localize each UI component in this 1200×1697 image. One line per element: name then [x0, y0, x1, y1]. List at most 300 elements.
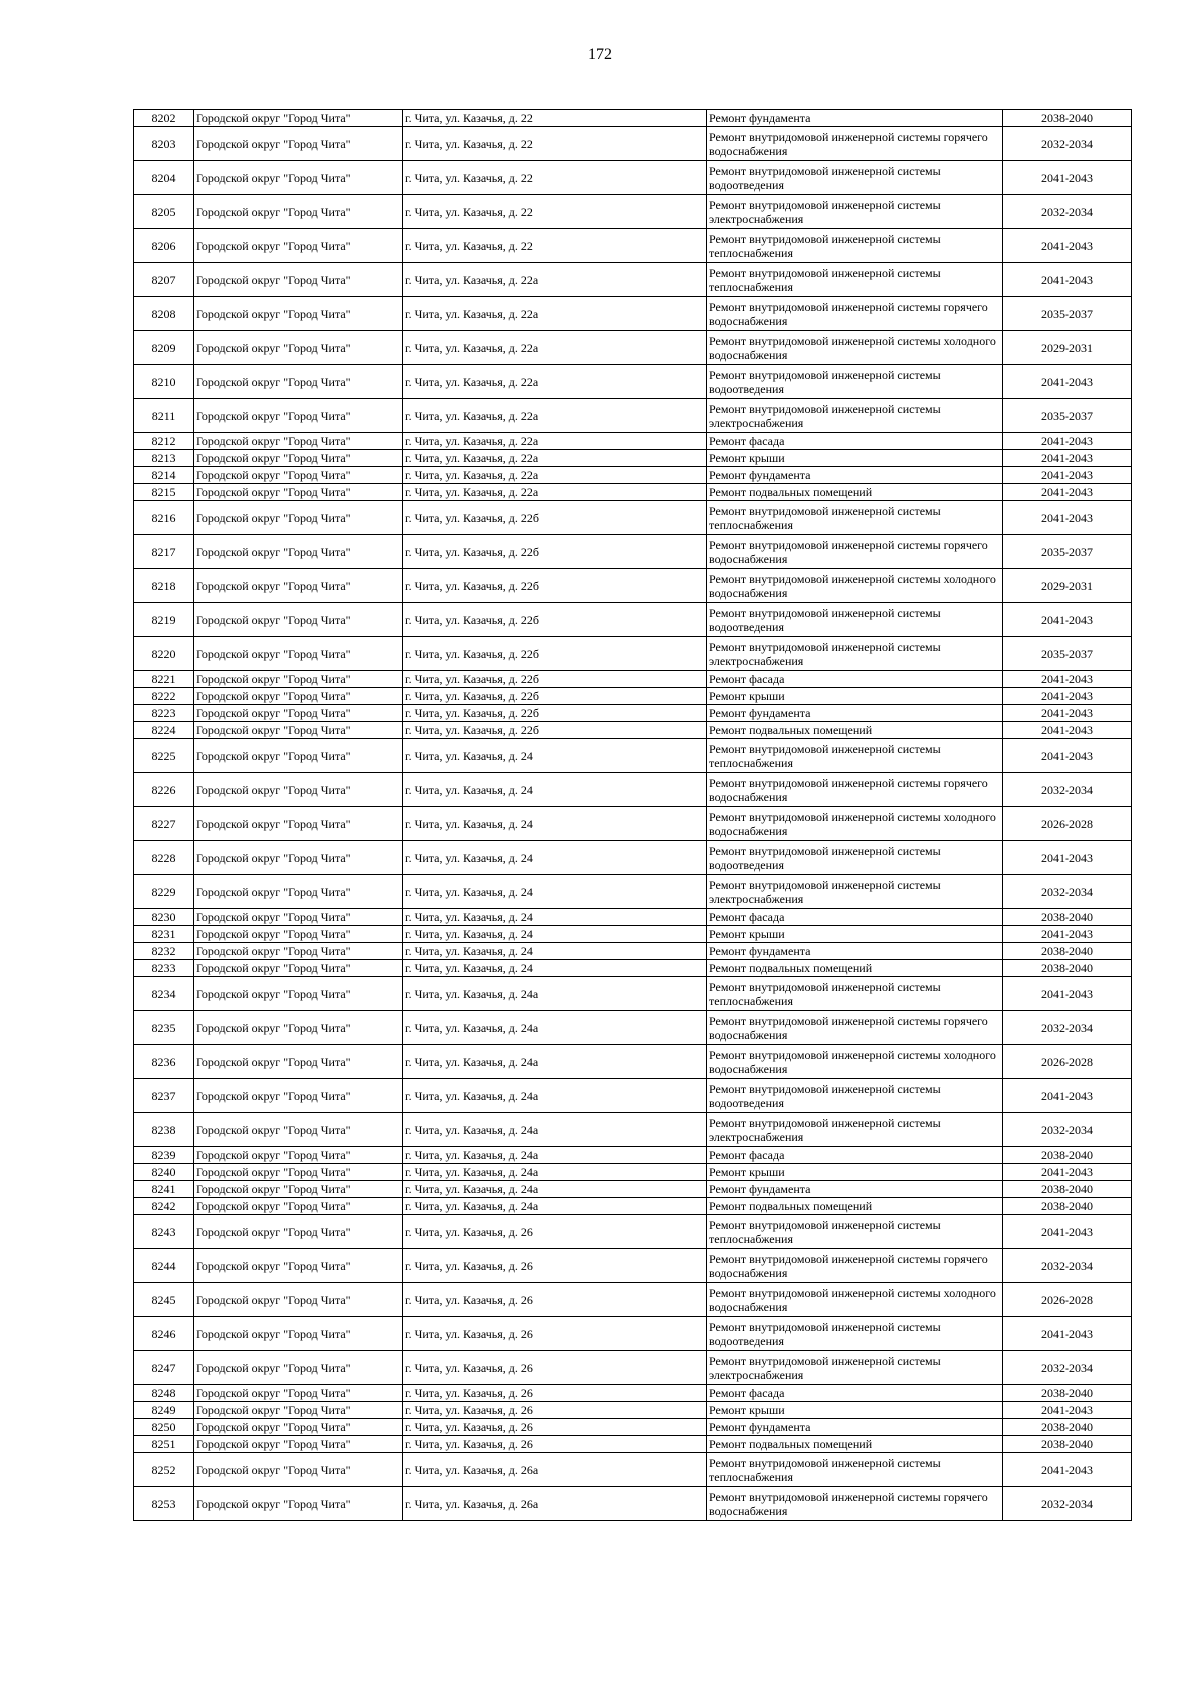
row-number-cell: 8215	[134, 484, 194, 501]
row-number-cell: 8208	[134, 297, 194, 331]
period-cell: 2026-2028	[1003, 1045, 1132, 1079]
period-cell: 2038-2040	[1003, 1181, 1132, 1198]
table-row	[134, 1113, 1132, 1147]
table-row	[134, 807, 1132, 841]
table-row	[134, 926, 1132, 943]
row-number-cell: 8209	[134, 331, 194, 365]
period-cell: 2035-2037	[1003, 637, 1132, 671]
municipality-cell: Городской округ "Город Чита"	[194, 688, 403, 705]
row-number-cell: 8205	[134, 195, 194, 229]
table-row	[134, 127, 1132, 161]
table-row	[134, 365, 1132, 399]
work-type-cell: Ремонт внутридомовой инженерной системы теплоснабжения	[707, 229, 1003, 263]
address-cell: г. Чита, ул. Казачья, д. 22б	[403, 671, 707, 688]
municipality-cell: Городской округ "Город Чита"	[194, 807, 403, 841]
table-row	[134, 161, 1132, 195]
work-type-cell: Ремонт подвальных помещений	[707, 1436, 1003, 1453]
period-cell: 2041-2043	[1003, 1402, 1132, 1419]
municipality-cell: Городской округ "Город Чита"	[194, 1283, 403, 1317]
row-number-cell: 8247	[134, 1351, 194, 1385]
row-number-cell: 8237	[134, 1079, 194, 1113]
work-type-cell: Ремонт внутридомовой инженерной системы электроснабжения	[707, 1351, 1003, 1385]
table-row	[134, 773, 1132, 807]
period-cell: 2032-2034	[1003, 773, 1132, 807]
period-cell: 2041-2043	[1003, 671, 1132, 688]
period-cell: 2041-2043	[1003, 501, 1132, 535]
table-row	[134, 637, 1132, 671]
work-type-cell: Ремонт внутридомовой инженерной системы холодного водоснабжения	[707, 1283, 1003, 1317]
row-number-cell: 8239	[134, 1147, 194, 1164]
address-cell: г. Чита, ул. Казачья, д. 22	[403, 110, 707, 127]
table-row	[134, 1011, 1132, 1045]
table-row	[134, 229, 1132, 263]
work-type-cell: Ремонт фасада	[707, 1385, 1003, 1402]
municipality-cell: Городской округ "Город Чита"	[194, 1215, 403, 1249]
row-number-cell: 8222	[134, 688, 194, 705]
row-number-cell: 8226	[134, 773, 194, 807]
row-number-cell: 8233	[134, 960, 194, 977]
table-row	[134, 1045, 1132, 1079]
work-type-cell: Ремонт крыши	[707, 926, 1003, 943]
municipality-cell: Городской округ "Город Чита"	[194, 1147, 403, 1164]
address-cell: г. Чита, ул. Казачья, д. 26а	[403, 1487, 707, 1521]
period-cell: 2035-2037	[1003, 399, 1132, 433]
work-type-cell: Ремонт внутридомовой инженерной системы теплоснабжения	[707, 739, 1003, 773]
table-row	[134, 195, 1132, 229]
work-type-cell: Ремонт внутридомовой инженерной системы электроснабжения	[707, 399, 1003, 433]
row-number-cell: 8245	[134, 1283, 194, 1317]
period-cell: 2038-2040	[1003, 1198, 1132, 1215]
address-cell: г. Чита, ул. Казачья, д. 24	[403, 943, 707, 960]
work-type-cell: Ремонт внутридомовой инженерной системы холодного водоснабжения	[707, 569, 1003, 603]
table-row	[134, 671, 1132, 688]
work-type-cell: Ремонт внутридомовой инженерной системы теплоснабжения	[707, 1215, 1003, 1249]
work-type-cell: Ремонт внутридомовой инженерной системы теплоснабжения	[707, 501, 1003, 535]
municipality-cell: Городской округ "Город Чита"	[194, 909, 403, 926]
period-cell: 2041-2043	[1003, 467, 1132, 484]
period-cell: 2041-2043	[1003, 433, 1132, 450]
municipality-cell: Городской округ "Город Чита"	[194, 467, 403, 484]
work-type-cell: Ремонт внутридомовой инженерной системы водоотведения	[707, 365, 1003, 399]
period-cell: 2041-2043	[1003, 161, 1132, 195]
table-row	[134, 501, 1132, 535]
address-cell: г. Чита, ул. Казачья, д. 22а	[403, 399, 707, 433]
row-number-cell: 8251	[134, 1436, 194, 1453]
municipality-cell: Городской округ "Город Чита"	[194, 1385, 403, 1402]
table-row	[134, 1351, 1132, 1385]
period-cell: 2032-2034	[1003, 1351, 1132, 1385]
address-cell: г. Чита, ул. Казачья, д. 22б	[403, 722, 707, 739]
table-row	[134, 909, 1132, 926]
period-cell: 2041-2043	[1003, 229, 1132, 263]
municipality-cell: Городской округ "Город Чита"	[194, 1164, 403, 1181]
work-type-cell: Ремонт фундамента	[707, 1419, 1003, 1436]
municipality-cell: Городской округ "Город Чита"	[194, 943, 403, 960]
row-number-cell: 8241	[134, 1181, 194, 1198]
address-cell: г. Чита, ул. Казачья, д. 24а	[403, 1164, 707, 1181]
period-cell: 2041-2043	[1003, 1164, 1132, 1181]
period-cell: 2041-2043	[1003, 603, 1132, 637]
municipality-cell: Городской округ "Город Чита"	[194, 297, 403, 331]
municipality-cell: Городской округ "Город Чита"	[194, 875, 403, 909]
period-cell: 2041-2043	[1003, 450, 1132, 467]
row-number-cell: 8252	[134, 1453, 194, 1487]
municipality-cell: Городской округ "Город Чита"	[194, 433, 403, 450]
row-number-cell: 8235	[134, 1011, 194, 1045]
work-type-cell: Ремонт внутридомовой инженерной системы горячего водоснабжения	[707, 535, 1003, 569]
table-row	[134, 433, 1132, 450]
address-cell: г. Чита, ул. Казачья, д. 24а	[403, 977, 707, 1011]
work-type-cell: Ремонт фундамента	[707, 467, 1003, 484]
row-number-cell: 8246	[134, 1317, 194, 1351]
table-row	[134, 1079, 1132, 1113]
address-cell: г. Чита, ул. Казачья, д. 24	[403, 875, 707, 909]
row-number-cell: 8220	[134, 637, 194, 671]
row-number-cell: 8232	[134, 943, 194, 960]
period-cell: 2041-2043	[1003, 841, 1132, 875]
municipality-cell: Городской округ "Город Чита"	[194, 1317, 403, 1351]
municipality-cell: Городской округ "Город Чита"	[194, 569, 403, 603]
address-cell: г. Чита, ул. Казачья, д. 22а	[403, 365, 707, 399]
table-row	[134, 399, 1132, 433]
work-type-cell: Ремонт подвальных помещений	[707, 484, 1003, 501]
work-type-cell: Ремонт крыши	[707, 688, 1003, 705]
municipality-cell: Городской округ "Город Чита"	[194, 501, 403, 535]
row-number-cell: 8223	[134, 705, 194, 722]
table-row	[134, 450, 1132, 467]
municipality-cell: Городской округ "Город Чита"	[194, 229, 403, 263]
table-row	[134, 535, 1132, 569]
address-cell: г. Чита, ул. Казачья, д. 26	[403, 1402, 707, 1419]
row-number-cell: 8214	[134, 467, 194, 484]
period-cell: 2032-2034	[1003, 1113, 1132, 1147]
row-number-cell: 8229	[134, 875, 194, 909]
period-cell: 2041-2043	[1003, 705, 1132, 722]
records-table	[133, 109, 1132, 1521]
period-cell: 2035-2037	[1003, 297, 1132, 331]
row-number-cell: 8225	[134, 739, 194, 773]
address-cell: г. Чита, ул. Казачья, д. 22а	[403, 450, 707, 467]
table-row	[134, 977, 1132, 1011]
period-cell: 2041-2043	[1003, 1079, 1132, 1113]
municipality-cell: Городской округ "Город Чита"	[194, 960, 403, 977]
work-type-cell: Ремонт внутридомовой инженерной системы горячего водоснабжения	[707, 127, 1003, 161]
address-cell: г. Чита, ул. Казачья, д. 26а	[403, 1453, 707, 1487]
municipality-cell: Городской округ "Город Чита"	[194, 1011, 403, 1045]
municipality-cell: Городской округ "Город Чита"	[194, 1436, 403, 1453]
address-cell: г. Чита, ул. Казачья, д. 24	[403, 807, 707, 841]
municipality-cell: Городской округ "Город Чита"	[194, 127, 403, 161]
work-type-cell: Ремонт фасада	[707, 909, 1003, 926]
period-cell: 2026-2028	[1003, 807, 1132, 841]
work-type-cell: Ремонт внутридомовой инженерной системы горячего водоснабжения	[707, 1249, 1003, 1283]
row-number-cell: 8253	[134, 1487, 194, 1521]
work-type-cell: Ремонт внутридомовой инженерной системы горячего водоснабжения	[707, 297, 1003, 331]
period-cell: 2038-2040	[1003, 1385, 1132, 1402]
address-cell: г. Чита, ул. Казачья, д. 26	[403, 1317, 707, 1351]
address-cell: г. Чита, ул. Казачья, д. 24	[403, 841, 707, 875]
municipality-cell: Городской округ "Город Чита"	[194, 773, 403, 807]
address-cell: г. Чита, ул. Казачья, д. 22б	[403, 705, 707, 722]
period-cell: 2029-2031	[1003, 569, 1132, 603]
row-number-cell: 8248	[134, 1385, 194, 1402]
table-row	[134, 722, 1132, 739]
table-row	[134, 1249, 1132, 1283]
work-type-cell: Ремонт внутридомовой инженерной системы водоотведения	[707, 1079, 1003, 1113]
period-cell: 2038-2040	[1003, 1436, 1132, 1453]
municipality-cell: Городской округ "Город Чита"	[194, 1181, 403, 1198]
address-cell: г. Чита, ул. Казачья, д. 22а	[403, 484, 707, 501]
period-cell: 2041-2043	[1003, 1453, 1132, 1487]
row-number-cell: 8250	[134, 1419, 194, 1436]
table-row	[134, 1283, 1132, 1317]
municipality-cell: Городской округ "Город Чита"	[194, 1045, 403, 1079]
row-number-cell: 8236	[134, 1045, 194, 1079]
row-number-cell: 8234	[134, 977, 194, 1011]
table-row	[134, 603, 1132, 637]
address-cell: г. Чита, ул. Казачья, д. 22а	[403, 297, 707, 331]
address-cell: г. Чита, ул. Казачья, д. 22	[403, 127, 707, 161]
work-type-cell: Ремонт фундамента	[707, 1181, 1003, 1198]
row-number-cell: 8204	[134, 161, 194, 195]
table-row	[134, 1198, 1132, 1215]
table-row	[134, 484, 1132, 501]
address-cell: г. Чита, ул. Казачья, д. 22	[403, 161, 707, 195]
municipality-cell: Городской округ "Город Чита"	[194, 637, 403, 671]
work-type-cell: Ремонт внутридомовой инженерной системы холодного водоснабжения	[707, 807, 1003, 841]
work-type-cell: Ремонт подвальных помещений	[707, 960, 1003, 977]
table-row	[134, 841, 1132, 875]
row-number-cell: 8217	[134, 535, 194, 569]
period-cell: 2032-2034	[1003, 1487, 1132, 1521]
municipality-cell: Городской округ "Город Чита"	[194, 110, 403, 127]
municipality-cell: Городской округ "Город Чита"	[194, 722, 403, 739]
address-cell: г. Чита, ул. Казачья, д. 22а	[403, 433, 707, 450]
work-type-cell: Ремонт внутридомовой инженерной системы теплоснабжения	[707, 1453, 1003, 1487]
row-number-cell: 8221	[134, 671, 194, 688]
row-number-cell: 8206	[134, 229, 194, 263]
municipality-cell: Городской округ "Город Чита"	[194, 705, 403, 722]
address-cell: г. Чита, ул. Казачья, д. 26	[403, 1215, 707, 1249]
municipality-cell: Городской округ "Город Чита"	[194, 1079, 403, 1113]
work-type-cell: Ремонт внутридомовой инженерной системы горячего водоснабжения	[707, 1011, 1003, 1045]
row-number-cell: 8218	[134, 569, 194, 603]
period-cell: 2041-2043	[1003, 263, 1132, 297]
address-cell: г. Чита, ул. Казачья, д. 26	[403, 1385, 707, 1402]
municipality-cell: Городской округ "Город Чита"	[194, 365, 403, 399]
row-number-cell: 8249	[134, 1402, 194, 1419]
row-number-cell: 8242	[134, 1198, 194, 1215]
work-type-cell: Ремонт крыши	[707, 1402, 1003, 1419]
period-cell: 2032-2034	[1003, 1011, 1132, 1045]
row-number-cell: 8213	[134, 450, 194, 467]
table-row	[134, 705, 1132, 722]
period-cell: 2038-2040	[1003, 1419, 1132, 1436]
municipality-cell: Городской округ "Город Чита"	[194, 603, 403, 637]
period-cell: 2041-2043	[1003, 739, 1132, 773]
work-type-cell: Ремонт внутридомовой инженерной системы горячего водоснабжения	[707, 773, 1003, 807]
municipality-cell: Городской округ "Город Чита"	[194, 1351, 403, 1385]
row-number-cell: 8244	[134, 1249, 194, 1283]
municipality-cell: Городской округ "Город Чита"	[194, 671, 403, 688]
period-cell: 2026-2028	[1003, 1283, 1132, 1317]
period-cell: 2041-2043	[1003, 688, 1132, 705]
row-number-cell: 8207	[134, 263, 194, 297]
address-cell: г. Чита, ул. Казачья, д. 24	[403, 960, 707, 977]
municipality-cell: Городской округ "Город Чита"	[194, 484, 403, 501]
municipality-cell: Городской округ "Город Чита"	[194, 331, 403, 365]
table-row	[134, 263, 1132, 297]
period-cell: 2038-2040	[1003, 1147, 1132, 1164]
period-cell: 2035-2037	[1003, 535, 1132, 569]
period-cell: 2032-2034	[1003, 875, 1132, 909]
row-number-cell: 8230	[134, 909, 194, 926]
municipality-cell: Городской округ "Город Чита"	[194, 739, 403, 773]
municipality-cell: Городской округ "Город Чита"	[194, 1113, 403, 1147]
row-number-cell: 8231	[134, 926, 194, 943]
page-number: 172	[588, 46, 612, 63]
row-number-cell: 8228	[134, 841, 194, 875]
work-type-cell: Ремонт внутридомовой инженерной системы теплоснабжения	[707, 977, 1003, 1011]
work-type-cell: Ремонт крыши	[707, 1164, 1003, 1181]
period-cell: 2032-2034	[1003, 195, 1132, 229]
municipality-cell: Городской округ "Город Чита"	[194, 841, 403, 875]
address-cell: г. Чита, ул. Казачья, д. 24	[403, 739, 707, 773]
table-row	[134, 297, 1132, 331]
work-type-cell: Ремонт фасада	[707, 433, 1003, 450]
records-body	[134, 110, 1132, 1521]
work-type-cell: Ремонт фасада	[707, 671, 1003, 688]
municipality-cell: Городской округ "Город Чита"	[194, 450, 403, 467]
work-type-cell: Ремонт внутридомовой инженерной системы электроснабжения	[707, 637, 1003, 671]
table-row	[134, 331, 1132, 365]
period-cell: 2038-2040	[1003, 909, 1132, 926]
table-row	[134, 960, 1132, 977]
row-number-cell: 8227	[134, 807, 194, 841]
row-number-cell: 8243	[134, 1215, 194, 1249]
work-type-cell: Ремонт подвальных помещений	[707, 1198, 1003, 1215]
work-type-cell: Ремонт внутридомовой инженерной системы холодного водоснабжения	[707, 1045, 1003, 1079]
address-cell: г. Чита, ул. Казачья, д. 22б	[403, 603, 707, 637]
table-row	[134, 569, 1132, 603]
address-cell: г. Чита, ул. Казачья, д. 24	[403, 773, 707, 807]
address-cell: г. Чита, ул. Казачья, д. 22а	[403, 331, 707, 365]
address-cell: г. Чита, ул. Казачья, д. 26	[403, 1351, 707, 1385]
table-row	[134, 688, 1132, 705]
address-cell: г. Чита, ул. Казачья, д. 22	[403, 229, 707, 263]
municipality-cell: Городской округ "Город Чита"	[194, 263, 403, 297]
address-cell: г. Чита, ул. Казачья, д. 26	[403, 1436, 707, 1453]
work-type-cell: Ремонт внутридомовой инженерной системы водоотведения	[707, 841, 1003, 875]
municipality-cell: Городской округ "Город Чита"	[194, 1453, 403, 1487]
table-row	[134, 1453, 1132, 1487]
row-number-cell: 8238	[134, 1113, 194, 1147]
address-cell: г. Чита, ул. Казачья, д. 22	[403, 195, 707, 229]
row-number-cell: 8219	[134, 603, 194, 637]
period-cell: 2032-2034	[1003, 1249, 1132, 1283]
work-type-cell: Ремонт внутридомовой инженерной системы электроснабжения	[707, 195, 1003, 229]
address-cell: г. Чита, ул. Казачья, д. 24а	[403, 1079, 707, 1113]
address-cell: г. Чита, ул. Казачья, д. 22б	[403, 569, 707, 603]
municipality-cell: Городской округ "Город Чита"	[194, 161, 403, 195]
municipality-cell: Городской округ "Город Чита"	[194, 1198, 403, 1215]
period-cell: 2041-2043	[1003, 365, 1132, 399]
address-cell: г. Чита, ул. Казачья, д. 26	[403, 1249, 707, 1283]
period-cell: 2041-2043	[1003, 722, 1132, 739]
row-number-cell: 8210	[134, 365, 194, 399]
municipality-cell: Городской округ "Город Чита"	[194, 1419, 403, 1436]
work-type-cell: Ремонт подвальных помещений	[707, 722, 1003, 739]
table-row	[134, 467, 1132, 484]
address-cell: г. Чита, ул. Казачья, д. 24а	[403, 1045, 707, 1079]
municipality-cell: Городской округ "Город Чита"	[194, 195, 403, 229]
table-row	[134, 1402, 1132, 1419]
work-type-cell: Ремонт внутридомовой инженерной системы водоотведения	[707, 1317, 1003, 1351]
period-cell: 2041-2043	[1003, 977, 1132, 1011]
work-type-cell: Ремонт внутридомовой инженерной системы горячего водоснабжения	[707, 1487, 1003, 1521]
table-row	[134, 1385, 1132, 1402]
period-cell: 2041-2043	[1003, 1215, 1132, 1249]
address-cell: г. Чита, ул. Казачья, д. 26	[403, 1283, 707, 1317]
table-row	[134, 943, 1132, 960]
period-cell: 2041-2043	[1003, 926, 1132, 943]
address-cell: г. Чита, ул. Казачья, д. 22а	[403, 467, 707, 484]
period-cell: 2038-2040	[1003, 110, 1132, 127]
municipality-cell: Городской округ "Город Чита"	[194, 926, 403, 943]
municipality-cell: Городской округ "Город Чита"	[194, 977, 403, 1011]
row-number-cell: 8203	[134, 127, 194, 161]
row-number-cell: 8240	[134, 1164, 194, 1181]
row-number-cell: 8224	[134, 722, 194, 739]
work-type-cell: Ремонт фундамента	[707, 705, 1003, 722]
work-type-cell: Ремонт внутридомовой инженерной системы электроснабжения	[707, 1113, 1003, 1147]
municipality-cell: Городской округ "Город Чита"	[194, 399, 403, 433]
table-row	[134, 1317, 1132, 1351]
work-type-cell: Ремонт внутридомовой инженерной системы водоотведения	[707, 161, 1003, 195]
table-row	[134, 1164, 1132, 1181]
table-row	[134, 1181, 1132, 1198]
address-cell: г. Чита, ул. Казачья, д. 24а	[403, 1198, 707, 1215]
address-cell: г. Чита, ул. Казачья, д. 24	[403, 909, 707, 926]
municipality-cell: Городской округ "Город Чита"	[194, 1249, 403, 1283]
period-cell: 2041-2043	[1003, 484, 1132, 501]
work-type-cell: Ремонт фасада	[707, 1147, 1003, 1164]
work-type-cell: Ремонт крыши	[707, 450, 1003, 467]
table-row	[134, 1436, 1132, 1453]
municipality-cell: Городской округ "Город Чита"	[194, 535, 403, 569]
table-row	[134, 1419, 1132, 1436]
row-number-cell: 8211	[134, 399, 194, 433]
row-number-cell: 8202	[134, 110, 194, 127]
municipality-cell: Городской округ "Город Чита"	[194, 1487, 403, 1521]
work-type-cell: Ремонт внутридомовой инженерной системы водоотведения	[707, 603, 1003, 637]
address-cell: г. Чита, ул. Казачья, д. 24а	[403, 1181, 707, 1198]
address-cell: г. Чита, ул. Казачья, д. 24а	[403, 1011, 707, 1045]
address-cell: г. Чита, ул. Казачья, д. 24а	[403, 1147, 707, 1164]
table-row	[134, 1147, 1132, 1164]
period-cell: 2041-2043	[1003, 1317, 1132, 1351]
period-cell: 2038-2040	[1003, 960, 1132, 977]
address-cell: г. Чита, ул. Казачья, д. 22а	[403, 263, 707, 297]
address-cell: г. Чита, ул. Казачья, д. 26	[403, 1419, 707, 1436]
period-cell: 2029-2031	[1003, 331, 1132, 365]
work-type-cell: Ремонт внутридомовой инженерной системы холодного водоснабжения	[707, 331, 1003, 365]
work-type-cell: Ремонт внутридомовой инженерной системы электроснабжения	[707, 875, 1003, 909]
row-number-cell: 8212	[134, 433, 194, 450]
period-cell: 2032-2034	[1003, 127, 1132, 161]
table-row	[134, 875, 1132, 909]
work-type-cell: Ремонт внутридомовой инженерной системы теплоснабжения	[707, 263, 1003, 297]
